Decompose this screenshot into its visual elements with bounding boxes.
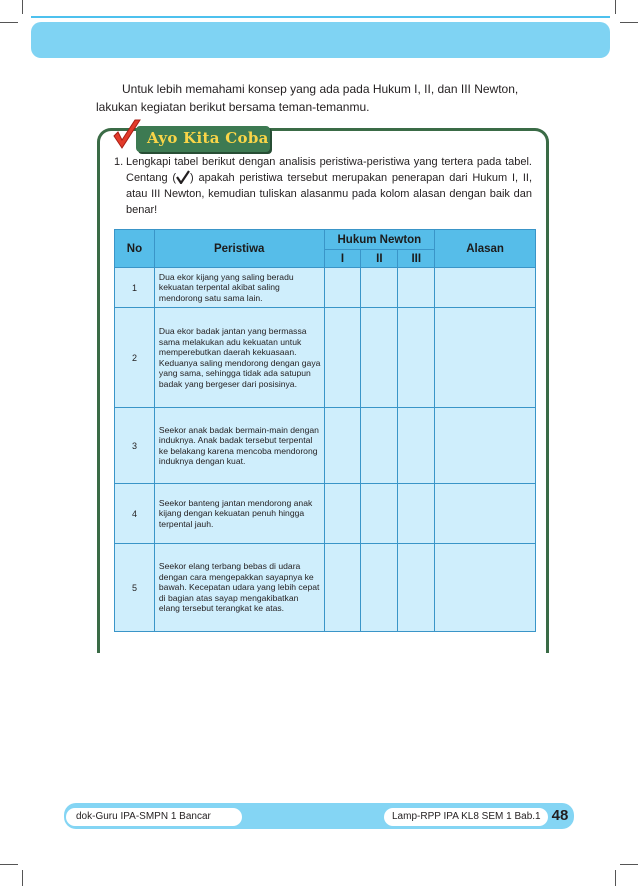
checkbox-cell-hukum-1[interactable] (324, 544, 361, 632)
checkmark-icon (112, 118, 142, 152)
checkbox-cell-hukum-1[interactable] (324, 408, 361, 484)
checkbox-cell-hukum-2[interactable] (361, 268, 398, 308)
footer-left-label (66, 808, 242, 826)
checkbox-cell-hukum-1[interactable] (324, 484, 361, 544)
table-row (115, 268, 536, 308)
table-row (115, 544, 536, 632)
header-band (31, 22, 610, 58)
alasan-cell[interactable] (435, 544, 536, 632)
row-event: Seekor elang terbang bebas di udara dengan cara mengepakkan sayapnya ke bawah. Kecepatan udara yang lebih cepat di bagian atas sayap mengakibatkan elang tersebut terangkat ke atas. (154, 544, 324, 632)
table-row (115, 308, 536, 408)
row-event: Seekor anak badak bermain-main dengan induknya. Anak badak tersebut terpental ke belakang karena mencoba mendorong induknya dengan kuat. (154, 408, 324, 484)
crop-mark (0, 22, 18, 23)
header-no: No (115, 230, 155, 268)
page-number: 48 (551, 807, 569, 824)
row-event: Dua ekor badak jantan yang bermassa sama melakukan adu kekuatan untuk memperebutkan daerah kekuasaan. Keduanya saling mendorong dengan gaya yang sama, sehingga tidak ada satupun badak yang bergeser dari posisinya. (154, 308, 324, 408)
crop-mark (620, 22, 638, 23)
crop-mark (22, 0, 23, 14)
alasan-cell[interactable] (435, 408, 536, 484)
header-divider (31, 16, 610, 18)
intro-line-1: Untuk lebih memahami konsep yang ada pada Hukum I, II, dan III Newton, (122, 82, 519, 96)
footer-right-label (384, 808, 548, 826)
row-event: Dua ekor kijang yang saling beradu kekuatan terpental akibat saling mendorong satu sama lain. (154, 268, 324, 308)
activity-title: Ayo Kita Coba (147, 129, 269, 147)
checkbox-cell-hukum-2[interactable] (361, 484, 398, 544)
header-hukum-newton: Hukum Newton (324, 230, 435, 250)
intro-paragraph (96, 80, 548, 116)
crop-mark (615, 0, 616, 14)
tick-icon (176, 170, 190, 184)
alasan-cell[interactable] (435, 308, 536, 408)
header-hukum-1: I (324, 250, 361, 268)
checkbox-cell-hukum-3[interactable] (398, 544, 435, 632)
checkbox-cell-hukum-3[interactable] (398, 308, 435, 408)
crop-mark (615, 870, 616, 886)
instruction-number: 1. (114, 156, 124, 168)
alasan-cell[interactable] (435, 268, 536, 308)
crop-mark (22, 870, 23, 886)
header-hukum-3: III (398, 250, 435, 268)
crop-mark (620, 864, 638, 865)
row-number: 4 (115, 484, 155, 544)
header-peristiwa: Peristiwa (154, 230, 324, 268)
footer-left-text: dok-Guru IPA-SMPN 1 Bancar (76, 811, 211, 822)
analysis-table (114, 229, 536, 632)
footer-right-text: Lamp-RPP IPA KL8 SEM 1 Bab.1 (392, 811, 541, 822)
header-hukum-2: II (361, 250, 398, 268)
instruction-text (114, 154, 532, 218)
checkbox-cell-hukum-2[interactable] (361, 544, 398, 632)
row-number: 3 (115, 408, 155, 484)
checkbox-cell-hukum-3[interactable] (398, 484, 435, 544)
row-event: Seekor banteng jantan mendorong anak kijang dengan kekuatan penuh hingga terpental jauh. (154, 484, 324, 544)
row-number: 5 (115, 544, 155, 632)
checkbox-cell-hukum-1[interactable] (324, 308, 361, 408)
checkbox-cell-hukum-3[interactable] (398, 268, 435, 308)
checkbox-cell-hukum-1[interactable] (324, 268, 361, 308)
header-alasan: Alasan (435, 230, 536, 268)
row-number: 2 (115, 308, 155, 408)
row-number: 1 (115, 268, 155, 308)
crop-mark (0, 864, 18, 865)
intro-line-2: lakukan kegiatan berikut bersama teman-temanmu. (96, 100, 370, 114)
instruction-part-1: Lengkapi tabel berikut dengan analisis peristiwa-peristiwa yang tertera pada tabel. Centang ( (126, 156, 532, 184)
checkbox-cell-hukum-3[interactable] (398, 408, 435, 484)
table-row (115, 408, 536, 484)
instruction-part-2: ) apakah peristiwa tersebut merupakan penerapan dari Hukum I, II, atau III Newton, kemudian tuliskan alasanmu pada kolom alasan dengan baik dan benar! (126, 172, 532, 216)
checkbox-cell-hukum-2[interactable] (361, 308, 398, 408)
alasan-cell[interactable] (435, 484, 536, 544)
table-row (115, 484, 536, 544)
checkbox-cell-hukum-2[interactable] (361, 408, 398, 484)
